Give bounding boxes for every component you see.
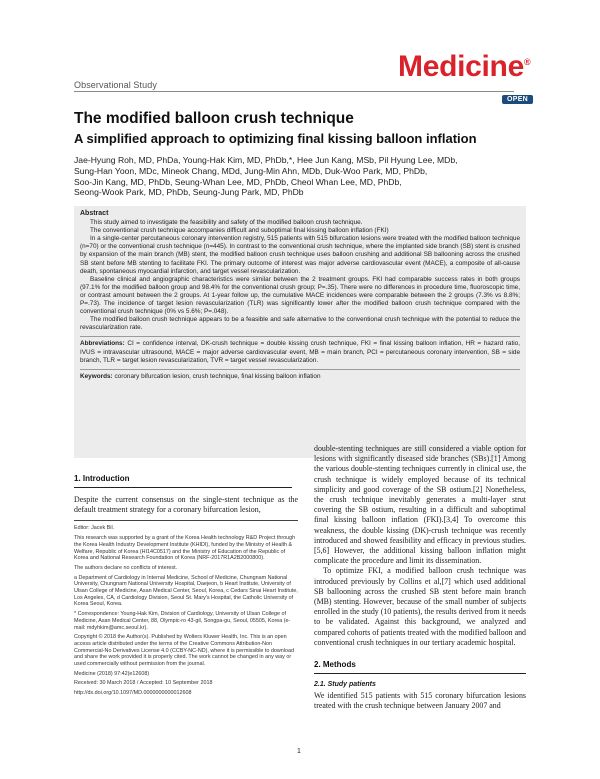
section-heading-methods: 2. Methods	[314, 660, 356, 670]
footnote-citation: Medicine (2018) 97:42(e12608)	[74, 670, 150, 677]
abstract-paragraph: In a single-center percutaneous coronary intervention registry, 515 patients with 515 bifurcation lesions were treated with the modified balloon technique (n=70) or the conventional crush technique (n=445). In contrast to the conventional crush technique, where the implanted side branch (SB) stent is crushed by expansion of the main branch (MB) stent, the modified balloon crush technique uses balloon crushing and additional SB ballooning across the crushed SB stent before MB stenting to facilitate FKI. The primary outcome of interest was major adverse cardiovascular event (MACE), a composite of all-cause death, spontaneous myocardial infarction, and target vessel revascularization.	[80, 235, 520, 275]
footnote-rule	[74, 520, 298, 521]
body-paragraph: Despite the current consensus on the single-stent technique as the default treatment strategy for a coronary bifurcation lesion,	[74, 495, 298, 515]
footnote-affiliations: a Department of Cardiology in Internal Medicine, School of Medicine, Chungnam National University, Chungnam National University Hospital, Daejeon, b Heart Institute, University of Ulsan College of Medicine, Asan Medical Center, Seoul, Korea, c Cedars Sinai Heart Institute, Los Angeles, CA, d Cardiology Division, Seoul St. Mary's Hospital, the Catholic University of Korea Seoul, Korea.	[74, 574, 298, 608]
section-heading-introduction: 1. Introduction	[74, 474, 130, 483]
author-list	[74, 155, 524, 198]
header-divider	[74, 91, 514, 92]
author-line: Sung-Han Yoon, MDc, Mineok Chang, MDd, Jung-Min Ahn, MDb, Duk-Woo Park, MD, PhDb,	[74, 165, 428, 176]
left-column	[74, 474, 298, 700]
abstract-paragraph: The modified balloon crush technique appears to be a feasible and safe alternative to the conventional crush technique with the potential to reduce the revascularization rate.	[80, 316, 520, 332]
abstract-divider	[80, 336, 520, 337]
abstract-divider	[80, 369, 520, 370]
abstract-paragraph: Baseline clinical and angiographic characteristics were similar between the 2 treatment groups. FKI had comparable success rates in both groups (97.1% for the modified balloon group and 98.4% for the conventional crush group; P=.35). There were no differences in procedure time, fluoroscopic time, or contrast amount between the 2 groups. At 1-year follow up, the cumulative MACE incidences were comparable between the 2 groups (7.3% vs 8.8%; P=.73). The incidence of target lesion revascularization (TLR) was significantly lower after the modified balloon crush technique compared with the conventional crush technique (0% vs 5.6%; P=.048).	[80, 275, 520, 316]
methods-text	[314, 691, 526, 711]
abbreviations	[80, 340, 520, 364]
open-access-badge: OPEN	[502, 95, 533, 104]
footnote-doi[interactable]: http://dx.doi.org/10.1097/MD.0000000000012608	[74, 690, 192, 697]
keywords	[80, 373, 520, 381]
footnote-dates: Received: 30 March 2018 / Accepted: 10 September 2018	[74, 680, 213, 687]
footnote-editor: Editor: Jacek Bil.	[74, 525, 115, 532]
registered-mark: ®	[523, 57, 531, 67]
subsection-heading: 2.1. Study patients	[314, 681, 376, 689]
article-title: The modified balloon crush technique	[74, 110, 354, 127]
right-column	[314, 444, 526, 711]
article-category: Observational Study	[74, 80, 157, 90]
page-number: 1	[297, 748, 301, 755]
author-line: Soo-Jin Kang, MD, PhDb, Seung-Whan Lee, MD, PhDb, Cheol Whan Lee, MD, PhDb,	[74, 176, 402, 187]
author-line: Jae-Hyung Roh, MD, PhDa, Young-Hak Kim, MD, PhDb,*, Hee Jun Kang, MSb, Pil Hyung Lee, MDb,	[74, 155, 458, 165]
intro-text	[74, 495, 298, 515]
article-subtitle: A simplified approach to optimizing final kissing balloon inflation	[74, 131, 477, 146]
body-paragraph: double-stenting techniques are still considered a viable option for lesions with significantly diseased side branches (SBs).[1] Among the various double-stenting techniques currently in clinical use, the crush technique is widely employed because of its technical simplicity and good coverage of the SB ostium.[2] Nonetheless, the crush technique inevitably generates a multi-layer strut covering the SB ostium, resulting in a difficult and suboptimal final kissing balloon inflation (FKI).[3,4] To overcome this weakness, the double kissing (DK)-crush technique was recently introduced and showed feasibility and efficacy in previous studies.[5,6] However, the additional kissing balloon inflation might complicate the procedure and limit its dissemination.	[314, 444, 526, 566]
author-line: Seong-Wook Park, MD, PhDb, Seung-Jung Park, MD, PhDb	[74, 187, 304, 198]
abstract-paragraph: This study aimed to investigate the feasibility and safety of the modified balloon crush technique.	[90, 219, 363, 227]
keywords-text: coronary bifurcation lesion, crush technique, final kissing balloon inflation	[114, 372, 321, 380]
abbreviations-label: Abbreviations:	[80, 340, 125, 348]
keywords-label: Keywords:	[80, 372, 113, 380]
abstract-heading: Abstract	[80, 210, 109, 217]
body-paragraph: We identified 515 patients with 515 coronary bifurcation lesions treated with the crush technique between January 2007 and	[314, 691, 526, 711]
intro-continued	[314, 444, 526, 648]
journal-name: Medicine	[398, 50, 524, 83]
body-paragraph: To optimize FKI, a modified balloon crush technique was introduced previously by Collins et al,[7] which used additional SB ballooning across the crushed SB stent before main branch (MB) stenting. However, because of the small number of subjects enrolled in the study (10 patients), the results derived from it needs to be validated. Against this background, we analyzed and compared cohorts of patients treated with the modified balloon and conventional crush techniques in our tertiary academic hospital.	[314, 566, 526, 647]
footnote-correspondence: * Correspondence: Young-Hak Kim, Division of Cardiology, University of Ulsan College of Medicine, Asan Medical Center, 88, Olympic-ro 43-gil, Songpa-gu, Seoul, 05505, Korea (e-mail: mdyhkim@amc.seoul.kr).	[74, 611, 291, 631]
abstract-paragraph: The conventional crush technique accompanies difficult and suboptimal final kissing balloon inflation (FKI)	[90, 227, 389, 235]
section-rule	[74, 487, 292, 488]
footnote-funding: This research was supported by a grant of the Korea Health technology R&D Project through the Korea Health Industry Development Institute (KHIDI), funded by the Ministry of Health & Welfare, Republic of Korea (HI14C0517) and the Ministry of Education of the Republic of Korea and National Research Foundation of Korea (NRF-2017R1A2B2000800).	[74, 535, 296, 562]
journal-logo	[398, 50, 530, 84]
footnote-copyright: Copyright © 2018 the Author(s). Published by Wolters Kluwer Health, Inc. This is an open access article distributed under the terms of the Creative Commons Attribution-Non Commercial-No Derivatives License 4.0 (CCBY-NC-ND), where it is permissible to download and share the work provided it is properly cited. The work cannot be changed in any way or used commercially without permission from the journal.	[74, 634, 294, 668]
abstract-box	[74, 206, 526, 458]
footnote-conflict: The authors declare no conflicts of interest.	[74, 564, 178, 571]
abbreviations-text: CI = confidence interval, DK-crush technique = double kissing crush technique, FKI = final kissing balloon inflation, HR = hazard ratio, IVUS = intravascular ultrasound, MACE = major adverse cardiovascular event, MB = main branch, PCI = percutaneous coronary intervention, SB = side branch, TLR = target lesion revascularization, TVR = target vessel revascularization.	[80, 340, 520, 364]
section-rule	[314, 673, 526, 674]
